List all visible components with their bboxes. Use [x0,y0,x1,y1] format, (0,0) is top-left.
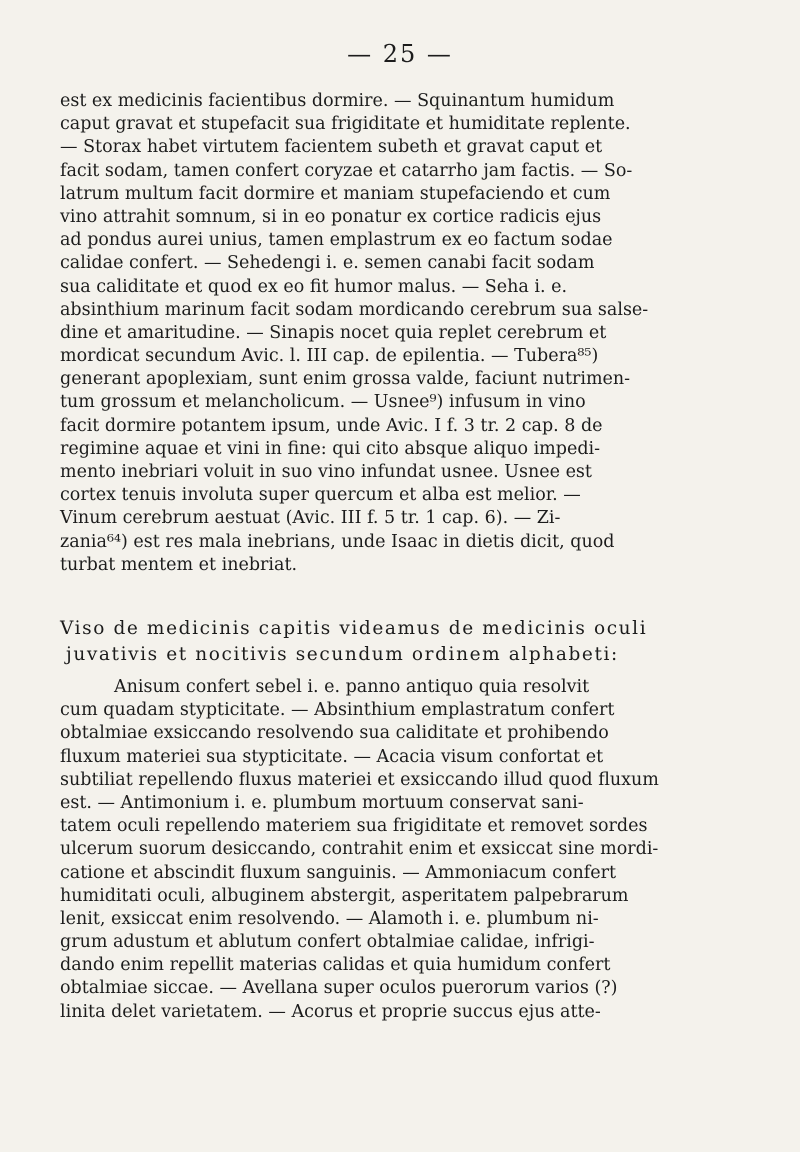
text-line: tum grossum et melancholicum. — Usnee⁹) infusum in vino [60,392,586,413]
text-line: latrum multum facit dormire et maniam stupefaciendo et cum [60,183,611,204]
text-line: vino attrahit somnum, si in eo ponatur ex cortice radicis ejus [60,206,602,227]
text-line: ad pondus aurei unius, tamen emplastrum ex eo factum sodae [60,230,613,251]
text-line: regimine aquae et vini in fine: qui cito absque aliquo impedi- [60,438,601,459]
paragraph-head-remedies [60,90,680,577]
text-line: lenit, exsiccat enim resolvendo. — Alamoth i. e. plumbum ni- [60,908,599,929]
text-line: absinthium marinum facit sodam mordicando cerebrum sua salse- [60,299,649,320]
text-line: Vinum cerebrum aestuat (Avic. III f. 5 tr. 1 cap. 6). — Zi- [60,508,561,529]
text-line: facit sodam, tamen confert coryzae et catarrho jam factis. — So- [60,160,633,181]
text-line: mento inebriari voluit in suo vino infundat usnee. Usnee est [60,462,592,482]
text-line: linita delet varietatem. — Acorus et proprie succus ejus atte- [60,1001,601,1022]
text-line: ulcerum suorum desiccando, contrahit enim et exsiccat sine mordi- [60,839,659,860]
text-line: Anisum confert sebel i. e. panno antiquo quia resolvit [114,677,590,697]
text-line: facit dormire potantem ipsum, unde Avic. I f. 3 tr. 2 cap. 8 de [60,415,603,436]
text-line: tatem oculi repellendo materiem sua frigiditate et removet sordes [60,816,648,837]
text-line: cortex tenuis involuta super quercum et alba est melior. — [60,485,581,506]
text-line: dine et amaritudine. — Sinapis nocet quia replet cerebrum et [60,322,607,343]
text-line: grum adustum et ablutum confert obtalmiae calidae, infrigi- [60,932,595,953]
page-number: — 25 — [347,40,453,68]
heading-line: juvativis et nocitivis secundum ordinem alphabeti: [66,644,619,665]
text-line: obtalmiae siccae. — Avellana super oculos puerorum varios (?) [60,978,618,999]
heading-line: Viso de medicinis capitis videamus de medicinis oculi [60,618,648,639]
paragraph-eye-remedies [60,676,680,1024]
text-line: catione et abscindit fluxum sanguinis. — Ammoniacum confert [60,862,616,883]
text-line: turbat mentem et inebriat. [60,554,298,575]
text-line: cum quadam stypticitate. — Absinthium emplastratum confert [60,700,615,721]
section-heading [60,616,700,668]
text-line: calidae confert. — Sehedengi i. e. semen canabi facit sodam [60,253,595,274]
text-line: sua caliditate et quod ex eo fit humor malus. — Seha i. e. [60,276,568,297]
text-line: dando enim repellit materias calidas et quia humidum confert [60,955,611,976]
text-line: est. — Antimonium i. e. plumbum mortuum conservat sani- [60,792,584,813]
text-line: obtalmiae exsiccando resolvendo sua caliditate et prohibendo [60,723,609,744]
text-line: — Storax habet virtutem facientem subeth et gravat caput et [60,137,603,158]
text-line: generant apoplexiam, sunt enim grossa valde, faciunt nutrimen- [60,369,631,390]
text-line: humiditati oculi, albuginem abstergit, asperitatem palpebrarum [60,885,629,906]
text-line: fluxum materiei sua stypticitate. — Acacia visum confortat et [60,746,604,767]
text-line: est ex medicinis facientibus dormire. — Squinantum humidum [60,91,615,111]
text-line: mordicat secundum Avic. l. III cap. de epilentia. — Tubera⁸⁵) [60,346,599,367]
text-line: subtiliat repellendo fluxus materiei et exsiccando illud quod fluxum [60,769,659,790]
text-line: caput gravat et stupefacit sua frigiditate et humiditate replente. [60,114,631,135]
text-line: zania⁶⁴) est res mala inebrians, unde Isaac in dietis dicit, quod [60,531,615,552]
